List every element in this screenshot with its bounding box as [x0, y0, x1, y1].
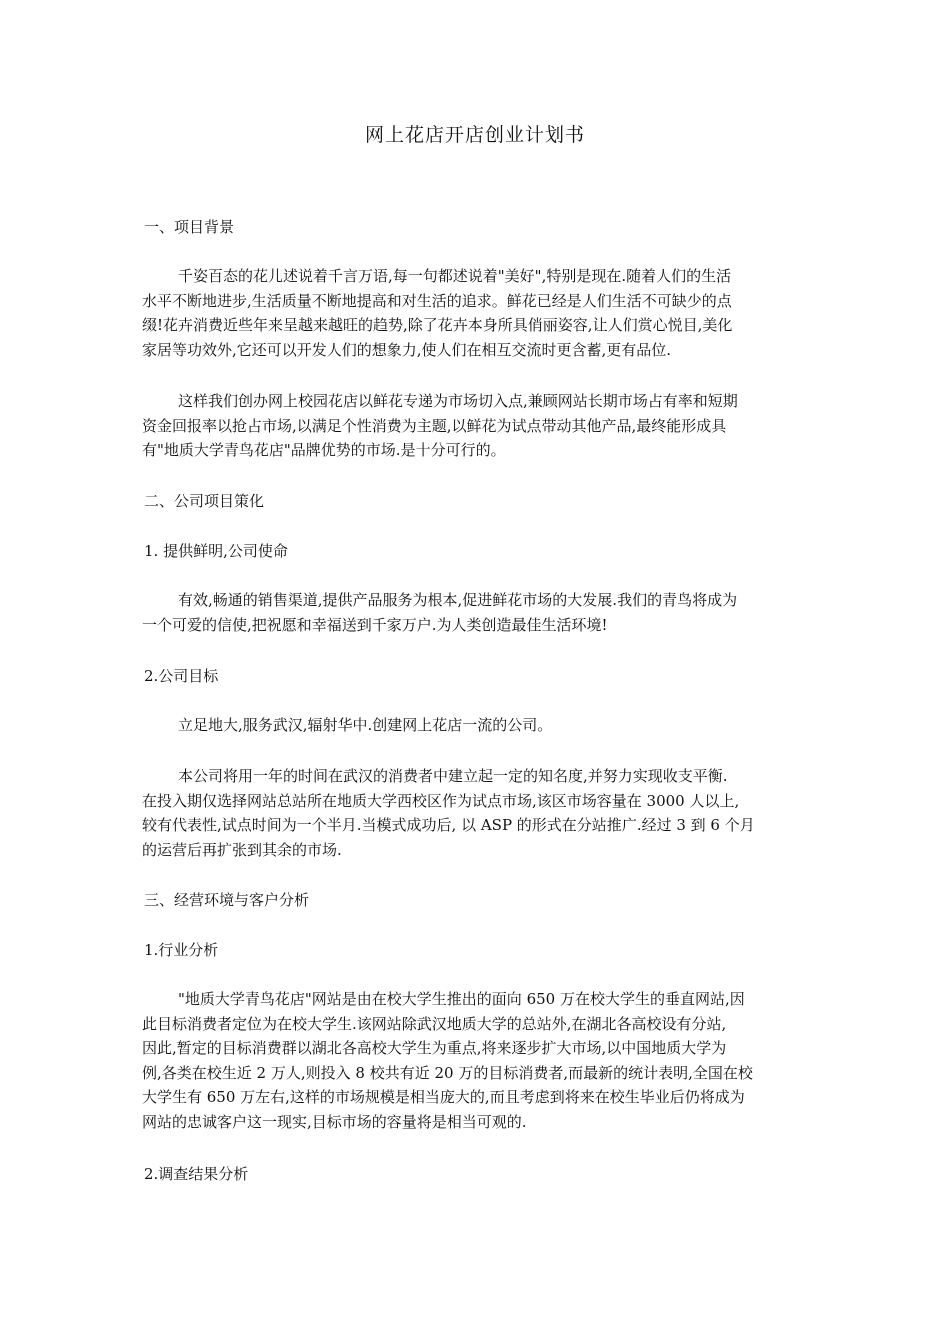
text-line: 一个可爱的信使,把祝愿和幸福送到千家万户.为人类创造最佳生活环境! [142, 615, 608, 634]
text-line: 水平不断地进步,生活质量不断地提高和对生活的追求。鲜花已经是人们生活不可缺少的点 [142, 291, 732, 310]
section-heading-planning: 二、公司项目策化 [144, 492, 265, 510]
paragraph-goals-2 [142, 764, 806, 862]
text-line: 家居等功效外,它还可以开发人们的想象力,使人们在相互交流时更含蓄,更有品位. [142, 340, 672, 359]
text-line: 立足地大,服务武汉,辐射华中.创建网上花店一流的公司。 [178, 716, 553, 734]
subheading-mission: 1. 提供鲜明,公司使命 [144, 542, 288, 560]
paragraph-mission [142, 588, 806, 637]
text-line: 较有代表性,试点时间为一个半月.当模式成功后, 以 ASP 的形式在分站推广.经过 3 到 6 个月 [142, 816, 755, 834]
paragraph-background-1 [142, 264, 806, 362]
text-line: 本公司将用一年的时间在武汉的消费者中建立起一定的知名度,并努力实现收支平衡. [178, 767, 728, 785]
text-line: 网站的忠诚客户这一现实,目标市场的容量将是相当可观的. [142, 1112, 527, 1131]
paragraph-goals-1 [142, 713, 806, 738]
text-line: 此目标消费者定位为在校大学生.该网站除武汉地质大学的总站外,在湖北各高校设有分站, [142, 1014, 727, 1033]
subheading-industry: 1.行业分析 [144, 941, 219, 959]
text-line: 有"地质大学青鸟花店"品牌优势的市场.是十分可行的。 [142, 441, 506, 459]
text-line: 千姿百态的花儿述说着千言万语,每一句都述说着"美好",特别是现在.随着人们的生活 [178, 267, 732, 285]
text-line: 的运营后再扩张到其余的市场. [142, 840, 342, 859]
subheading-survey: 2.调查结果分析 [144, 1165, 249, 1183]
paragraph-background-2 [142, 389, 806, 463]
subheading-goals: 2.公司目标 [144, 667, 219, 685]
text-line: 因此,暂定的目标消费群以湖北各高校大学生为重点,将来逐步扩大市场,以中国地质大学为 [142, 1039, 727, 1057]
text-line: 有效,畅通的销售渠道,提供产品服务为根本,促进鲜花市场的大发展.我们的青鸟将成为 [178, 591, 738, 609]
text-line: 缀!花卉消费近些年来呈越来越旺的趋势,除了花卉本身所具俏丽姿容,让人们赏心悦目,美化 [142, 316, 733, 334]
text-line: 例,各类在校生近 2 万人,则投入 8 校共有近 20 万的目标消费者,而最新的统计表明,全国在校 [142, 1063, 753, 1082]
text-line: 在投入期仅选择网站总站所在地质大学西校区作为试点市场,该区市场容量在 3000 人以上, [142, 791, 740, 810]
section-heading-environment: 三、经营环境与客户分析 [144, 891, 310, 909]
document-title: 网上花店开店创业计划书 [364, 124, 585, 146]
paragraph-industry [142, 987, 806, 1134]
text-line: 大学生有 650 万左右,这样的市场规模是相当庞大的,而且考虑到将来在校生毕业后仍将成为 [142, 1088, 745, 1106]
text-line: 这样我们创办网上校园花店以鲜花专递为市场切入点,兼顾网站长期市场占有率和短期 [178, 392, 738, 410]
text-line: 资金回报率以抢占市场,以满足个性消费为主题,以鲜花为试点带动其他产品,最终能形成具 [142, 416, 727, 435]
text-line: "地质大学青鸟花店"网站是由在校大学生推出的面向 650 万在校大学生的垂直网站,因 [178, 990, 745, 1008]
section-heading-background: 一、项目背景 [144, 218, 235, 236]
